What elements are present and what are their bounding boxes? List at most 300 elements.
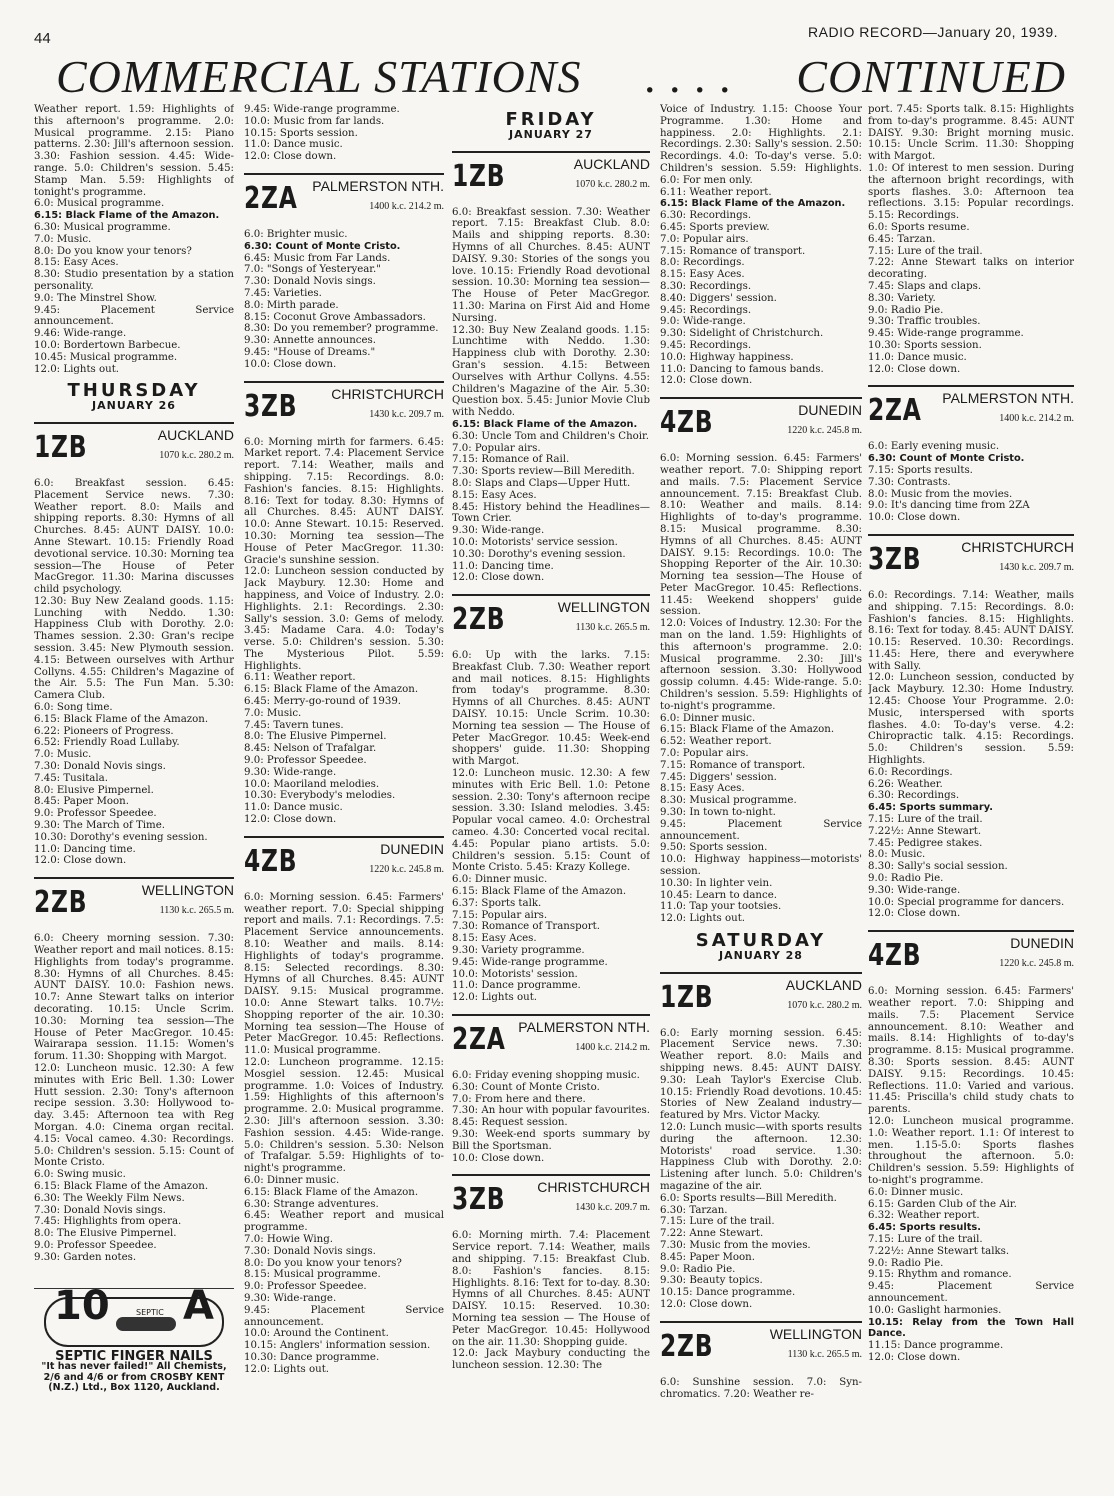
- programme-entry: 9.30: Wide-range.: [244, 766, 337, 778]
- programme-entry: 10.0: Around the Continent.: [244, 1328, 389, 1340]
- ad-logo-left: 10: [54, 1282, 110, 1329]
- programme-entry: 6.15: Black Flame of the Amazon.: [34, 210, 220, 222]
- programme-entry: 12.0: Close down.: [452, 572, 545, 584]
- running-head: RADIO RECORD—January 20, 1939.: [808, 24, 1058, 40]
- programme-entry: 7.15: Popular airs.: [452, 909, 548, 921]
- programme-entry: 9.30: The March of Time.: [34, 820, 165, 832]
- station-callsign: 2ZB: [34, 885, 88, 921]
- programme-entry: 10.0: Motorists' session.: [452, 968, 578, 980]
- programme-entry: 8.0: Do you know your tenors?: [34, 245, 192, 257]
- programme-entry: 7.45: Highlights from opera.: [34, 1216, 182, 1228]
- programme-entry: 6.30: Count of Monte Cristo.: [244, 240, 401, 252]
- programme-entry: 12.0: Close down.: [868, 908, 961, 920]
- programme-entry: 7.30: Sports review—Bill Meredith.: [452, 466, 635, 478]
- programme-entry: 8.0: Slaps and Claps—Upper Hutt.: [452, 477, 631, 489]
- station-callsign: 2ZB: [660, 1328, 714, 1364]
- programme-entry: 6.0: Sports resume.: [868, 221, 970, 233]
- programme-entry: 7.15: Romance of transport.: [660, 245, 806, 257]
- programme-entry: 9.30: Garden notes.: [34, 1251, 137, 1263]
- programme-entry: 6.0: Sunshine session. 7.0: Syn-chromatics. 7.20: Weather re-: [660, 1376, 862, 1400]
- programme-entry: 6.0: Friday evening shopping music.: [452, 1070, 640, 1081]
- programme-entry: 7.15: Lure of the trail.: [660, 1216, 775, 1228]
- programme-entry: 11.0: Tap your tootsies.: [660, 901, 782, 913]
- programme-entry: 11.0: Dancing time.: [34, 843, 136, 855]
- station-frequency: 1070 k.c. 280.2 m.: [575, 178, 650, 190]
- programme-entry: 8.0: Music.: [868, 849, 926, 861]
- programme-entry: 6.0: Breakfast session. 7.30: Weather report. 7.15: Breakfast Club. 8.0: Mails and shipping reports. 8.30: Hymns of all Churches. 8.45: AUNT DAISY. 9.30: Stories of the songs you love. 10.15: Friendly Road devotional session. 10.30: Morning tea session—The House of Peter MacGregor. 11.30: Marina on First Aid and Home Nursing.: [452, 206, 650, 324]
- programme-entry: 10.0: Music from far lands.: [244, 115, 385, 127]
- programme-entry: 6.30: Strange adventures.: [244, 1198, 379, 1210]
- programme-entry: 8.40: Diggers' session.: [660, 292, 777, 304]
- station-frequency: 1400 k.c. 214.2 m.: [369, 200, 444, 212]
- day-heading: [34, 380, 234, 413]
- station-frequency: 1070 k.c. 280.2 m.: [159, 449, 234, 461]
- programme-entry: 11.0: Dancing time.: [452, 560, 554, 572]
- programme-entry: 10.30: Sports session.: [868, 339, 982, 351]
- programme-entry: 6.0: Morning mirth for farmers. 6.45: Market report. 7.4: Placement Service report. 7.14: Weather, mails and shipping. 7.15: Recordings. 8.0: Fashion's fancies. 8.15: Highlights. 8.16: Text for today. 8.30: Hymns of all Churches. 8.45: AUNT DAISY. 10.0: Anne Stewart. 10.15: Reserved. 10.30: Morning tea session—The House of Peter MacGregor. 11.30: Gracie's sunshine session.: [244, 436, 444, 566]
- programme-entry: 6.45: Sports results.: [868, 1222, 981, 1234]
- programme-entry: port. 7.45: Sports talk. 8.15: Highlights from to-day's programme. 8.45: AUNT DAISY. 9.30: Bright morning music. 10.15: Uncle Scrim. 11.30: Shopping with Margot.: [868, 104, 1074, 163]
- programme-entry: 6.15: Black Flame of the Amazon.: [34, 713, 209, 725]
- station-callsign: 2ZB: [452, 602, 506, 638]
- station-header: [452, 594, 650, 642]
- ad-logo-small: SEPTIC: [136, 1307, 164, 1317]
- station-callsign: 3ZB: [452, 1182, 506, 1218]
- programme-entry: 6.0: Morning session. 6.45: Farmers' weather report. 7.0: Special shipping report and mails. 7.1: Recordings. 7.5: Placement Service announcements. 8.10: Weather and mails. 8.14: Highlights of today's programme. 8.15: Selected recordings. 8.30: Hymns of all Churches. 8.45: AUNT DAISY. 9.15: Musical programme. 10.0: Anne Stewart talks. 10.7½: Shopping reporter of the air. 10.30: Morning tea session—The House of Peter MacGregor. 10.45: Reflections. 11.0: Musical programme.: [244, 891, 444, 1057]
- programme-entry: 7.30: Donald Novis sings.: [244, 276, 376, 288]
- programme-entry: 6.45: Music from Far Lands.: [244, 252, 391, 264]
- programme-entry: 10.30: Dorothy's evening session.: [452, 548, 626, 560]
- station-header: [244, 173, 444, 221]
- programme-entry: 7.22½: Anne Stewart talks.: [868, 1245, 1010, 1257]
- programme-entry: 10.45: Learn to dance.: [660, 889, 777, 901]
- programme-entry: 7.0: Music.: [244, 707, 302, 719]
- day-heading: [452, 109, 650, 141]
- programme-entry: 12.0: Close down.: [244, 814, 337, 826]
- programme-entry: 9.30: Wide-range.: [244, 1292, 337, 1304]
- programme-entry: 7.0: Popular airs.: [660, 233, 749, 245]
- programme-entry: 9.46: Wide-range.: [34, 328, 127, 340]
- programme-entry: 6.15: Black Flame of the Amazon.: [660, 198, 846, 210]
- programme-entry: 7.15: Lure of the trail.: [868, 1233, 983, 1245]
- programme-entry: 10.0: Highway happiness—motorists' session.: [660, 854, 862, 878]
- programme-entry: 6.22: Pioneers of Progress.: [34, 725, 174, 737]
- programme-entry: 7.45: Slaps and claps.: [868, 280, 982, 292]
- programme-entry: 12.0: Close down.: [244, 151, 337, 163]
- programme-entry: 8.0: Music from the movies.: [868, 488, 1013, 500]
- programme-entry: 7.30: Donald Novis sings.: [34, 761, 166, 773]
- programme-entry: 10.0: Gaslight harmonies.: [868, 1304, 1002, 1316]
- programme-entry: 6.0: Dinner music.: [660, 712, 756, 724]
- programme-entry: 9.45: Wide-range programme.: [244, 104, 400, 115]
- programme-entry: 9.0: Radio Pie.: [868, 304, 944, 316]
- programme-entry: 9.0: Professor Speedee.: [34, 1239, 157, 1251]
- programme-entry: 6.0: Brighter music.: [244, 228, 348, 240]
- station-city: AUCKLAND: [157, 426, 234, 443]
- programme-entry: 12.0: Close down.: [660, 375, 753, 387]
- programme-entry: 6.30: Count of Monte Cristo.: [452, 1081, 600, 1093]
- programme-entry: 8.0: The Elusive Pimpernel.: [34, 1228, 177, 1240]
- programme-entry: 9.0: Wide-range.: [660, 316, 746, 328]
- programme-entry: 6.30: Count of Monte Cristo.: [868, 453, 1025, 465]
- station-callsign: 1ZB: [34, 429, 88, 465]
- programme-entry: 9.45: Recordings.: [660, 339, 752, 351]
- programme-entry: 7.30: Donald Novis sings.: [34, 1204, 166, 1216]
- programme-entry: Weather report. 1.59: Highlights of this afternoon's programme. 2.0: Musical programme. 2.15: Piano patterns. 2.30: Jill's afternoon session. 3.30: Fashion session. 4.45: Wide-range. 5.0: Children's session. 5.45: Stamp Man. 5.59: Highlights of tonight's programme.: [34, 104, 234, 198]
- programme-entry: 12.0: Lunch music—with sports results during the afternoon. 12.30: Motorists' road service. 1.30: Happiness Club with Dorothy. 2.0: Listening after lunch. 5.0: Children's magazine of the air.: [660, 1121, 862, 1192]
- station-header: [452, 1174, 650, 1222]
- programme-entry: 12.0: Luncheon musical programme. 1.0: Weather report. 1.1: Of interest to men. 1.15-5.0: Sports flashes throughout the afternoon. 5.0: Children's session. 5.59: Highlights of to-night's programme.: [868, 1115, 1074, 1186]
- programme-entry: 10.0: Bordertown Barbecue.: [34, 339, 181, 351]
- station-header: [452, 1014, 650, 1062]
- programme-entry: 9.45: Placement Service announcement.: [244, 1304, 444, 1328]
- programme-entry: 8.15: Musical programme.: [244, 1269, 381, 1281]
- programme-entry: 12.30: Buy New Zealand goods. 1.15: Lunchtime with Neddo. 1.30: Happiness club with Dorothy. 2.30: Gran's session. 4.15: Between Ourselves with Arthur Collyns. 4.55: Children's Magazine of the Air. 5.30: Question box. 5.45: Junior Movie Club with Neddo.: [452, 324, 650, 419]
- station-city: WELLINGTON: [769, 1325, 862, 1342]
- programme-entry: 12.0: Close down.: [34, 855, 127, 867]
- programme-entry: 6.0: Song time.: [34, 702, 113, 714]
- programme-entry: 9.30: In town to-night.: [660, 807, 776, 819]
- programme-entry: 7.0: "Songs of Yesteryear.": [244, 264, 381, 276]
- programme-entry: 10.30: Dorothy's evening session.: [34, 831, 208, 843]
- section-banner: [56, 52, 1066, 100]
- programme-entry: 12.0: Lights out.: [244, 1363, 330, 1375]
- programme-entry: 8.45: History behind the Headlines—Town Crier.: [452, 501, 650, 525]
- programme-entry: 7.30: An hour with popular favourites.: [452, 1105, 650, 1117]
- programme-entry: 7.22: Anne Stewart talks on interior decorating.: [868, 257, 1074, 281]
- programme-entry: 6.0: Early evening music.: [868, 441, 1000, 453]
- programme-entry: 9.30: Traffic troubles.: [868, 316, 981, 328]
- programme-entry: 9.45: Placement Service announcement.: [660, 818, 862, 842]
- programme-entry: 7.15: Romance of transport.: [660, 759, 806, 771]
- programme-entry: 6.0: Early morning session. 6.45: Placement Service news. 7.30: Weather report. 8.0: Mails and shipping news. 8.45: AUNT DAISY. 9.30: Leah Taylor's Exercise Club. 10.15: Friendly Road devotions. 10.45: Stories of New Zealand industry—featured by Mrs. Victor Macky.: [660, 1027, 862, 1122]
- station-frequency: 1430 k.c. 209.7 m.: [369, 408, 444, 420]
- programme-entry: 6.0: Musical programme.: [34, 198, 165, 210]
- column-2: [244, 104, 444, 1486]
- programme-entry: 12.0: Lights out.: [660, 913, 746, 925]
- station-header: [660, 1321, 862, 1369]
- ad-logo: [44, 1282, 224, 1347]
- programme-entry: 8.0: The Elusive Pimpernel.: [244, 731, 387, 743]
- station-callsign: 2ZA: [244, 180, 298, 216]
- programme-entry: 11.0: Dance music.: [244, 139, 343, 151]
- station-frequency: 1430 k.c. 209.7 m.: [575, 1202, 650, 1214]
- day-date: JANUARY 27: [509, 127, 593, 141]
- station-header: [660, 972, 862, 1020]
- programme-entry: 8.15: Easy Aces.: [452, 489, 537, 501]
- programme-entry: 7.0: Music.: [34, 233, 92, 245]
- programme-entry: 9.0: Radio Pie.: [868, 1257, 944, 1269]
- programme-entry: 6.15: Black Flame of the Amazon.: [452, 418, 638, 430]
- programme-entry: 6.0: Dinner music.: [244, 1174, 340, 1186]
- programme-entry: 6.30: Musical programme.: [34, 221, 171, 233]
- programme-entry: 9.0: Professor Speedee.: [34, 808, 157, 820]
- programme-entry: 8.45: Paper Moon.: [660, 1251, 755, 1263]
- programme-entry: 10.30: Everybody's melodies.: [244, 790, 396, 802]
- programme-entry: 6.0: Morning session. 6.45: Farmers' weather report. 7.0: Shipping report and mails. 7.5: Placement Service announcement. 7.15: Breakfast Club. 8.10: Weather and mails. 8.14: Highlights of to-day's programme. 8.15: Musical programme. 8.30: Hymns of all Churches. 8.45: AUNT DAISY. 9.15: Recordings. 10.0: The Shopping Reporter of the Air. 10.30: Morning tea session—The House of Peter MacGregor. 10.45: Reflections. 11.45: Weekend shoppers' guide session.: [660, 453, 862, 618]
- advertisement: [34, 1282, 234, 1394]
- programme-entry: 1.0: Of interest to men session. During the afternoon bright recordings, with sports flashes. 3.0: Afternoon tea reflections. 3.15: Popular recordings. 5.15: Recordings.: [868, 162, 1074, 222]
- programme-entry: 9.30: Week-end sports summary by Bill the Sportsman.: [452, 1128, 650, 1152]
- station-header: [34, 422, 234, 470]
- programme-entry: 11.0: Dance music.: [244, 802, 343, 814]
- programme-entry: 8.30: Recordings.: [660, 280, 752, 292]
- programme-entry: 6.30: Recordings.: [660, 210, 752, 222]
- programme-entry: 10.15: Dance programme.: [660, 1287, 796, 1299]
- station-city: DUNEDIN: [380, 840, 444, 857]
- programme-entry: 10.0: Highway happiness.: [660, 351, 794, 363]
- programme-entry: 10.0: Close down.: [868, 512, 961, 524]
- programme-entry: 9.30: Sidelight of Christchurch.: [660, 328, 824, 340]
- station-city: AUCKLAND: [573, 155, 650, 172]
- programme-entry: 7.30: Romance of Transport.: [452, 921, 600, 933]
- day-heading: [660, 930, 862, 962]
- station-city: PALMERSTON NTH.: [518, 1019, 650, 1035]
- station-header: [868, 534, 1074, 582]
- programme-entry: 8.0: Mirth parade.: [244, 299, 339, 311]
- station-city: WELLINGTON: [141, 882, 234, 899]
- station-city: PALMERSTON NTH.: [942, 390, 1074, 407]
- hand-icon: [116, 1317, 176, 1331]
- programme-entry: 9.0: Professor Speedee.: [244, 755, 367, 767]
- programme-entry: 6.0: Breakfast session. 6.45: Placement Service news. 7.30: Weather report. 8.0: Mails and shipping reports. 8.30: Hymns of all Churches. 8.45: AUNT DAISY. 10.0: Anne Stewart. 10.15: Friendly Road devotional service. 10.30: Morning tea session—The House of Peter MacGregor. 11.30: Marina discusses child psychology.: [34, 477, 234, 596]
- programme-entry: 9.0: Professor Speedee.: [244, 1281, 367, 1293]
- programme-entry: 8.45: Nelson of Trafalgar.: [244, 743, 377, 755]
- programme-entry: 6.45: Weather report and musical programme.: [244, 1210, 444, 1234]
- programme-entry: 6.0: Recordings.: [868, 766, 953, 778]
- programme-entry: 10.45: Musical programme.: [34, 351, 178, 363]
- station-callsign: 4ZB: [660, 405, 714, 441]
- station-header: [868, 930, 1074, 978]
- programme-entry: 7.22½: Anne Stewart.: [868, 825, 982, 837]
- station-city: DUNEDIN: [798, 402, 862, 419]
- station-city: WELLINGTON: [557, 599, 650, 616]
- station-frequency: 1220 k.c. 245.8 m.: [369, 863, 444, 875]
- station-header: [34, 877, 234, 925]
- programme-entry: 6.15: Black Flame of the Amazon.: [34, 1180, 209, 1192]
- programme-entry: 8.15: Easy Aces.: [660, 269, 745, 281]
- programme-entry: 9.45: "House of Dreams.": [244, 346, 376, 358]
- programme-entry: 7.0: Music.: [34, 749, 92, 761]
- programme-entry: 6.45: Tarzan.: [868, 233, 936, 245]
- programme-entry: 8.30: Studio presentation by a station personality.: [34, 269, 234, 292]
- programme-entry: 10.15: Relay from the Town Hall Dance.: [868, 1316, 1074, 1340]
- programme-entry: 9.30: Wide-range.: [452, 525, 545, 537]
- programme-entry: 6.30: Recordings.: [868, 790, 960, 802]
- programme-entry: 10.0: Motorists' service session.: [452, 536, 618, 548]
- programme-entry: 11.0: Dance programme.: [452, 980, 581, 992]
- day-name: FRIDAY: [505, 109, 597, 130]
- programme-entry: 8.0: Do you know your tenors?: [244, 1257, 402, 1269]
- programme-entry: 6.15: Black Flame of the Amazon.: [452, 886, 627, 898]
- station-frequency: 1070 k.c. 280.2 m.: [787, 999, 862, 1011]
- programme-entry: 6.52: Friendly Road Lullaby.: [34, 737, 180, 749]
- programme-entry: 12.0: Voices of Industry. 12.30: For the man on the land. 1.59: Highlights of this afternoon's programme. 2.0: Musical programme. 2.30: Jill's afternoon session. 3.30: Hollywood gossip column. 4.45: Wide-range. 5.0: Children's session. 5.59: Highlights of to-night's programme.: [660, 618, 862, 712]
- programme-entry: 6.30: Uncle Tom and Children's Choir.: [452, 430, 650, 442]
- programme-entry: 8.30: Sally's social session.: [868, 861, 1008, 873]
- column-5: [868, 104, 1074, 1486]
- programme-entry: 7.45: Pedigree stakes.: [868, 837, 983, 849]
- station-callsign: 2ZA: [452, 1022, 506, 1057]
- programme-entry: 6.45: Merry-go-round of 1939.: [244, 696, 402, 708]
- programme-entry: 9.30: Wide-range.: [868, 884, 961, 896]
- station-callsign: 1ZB: [660, 979, 714, 1015]
- programme-entry: 6.15: Black Flame of the Amazon.: [660, 724, 835, 736]
- programme-entry: 10.15: Anglers' information session.: [244, 1340, 431, 1352]
- programme-entry: 6.0: Dinner music.: [452, 874, 548, 886]
- programme-entry: 6.15: Black Flame of the Amazon.: [244, 1186, 419, 1198]
- programme-entry: 7.0: From here and there.: [452, 1093, 586, 1105]
- station-header: [660, 397, 862, 445]
- programme-entry: 11.15: Dance programme.: [868, 1340, 1004, 1352]
- station-city: CHRISTCHURCH: [331, 385, 444, 402]
- station-frequency: 1400 k.c. 214.2 m.: [999, 413, 1074, 425]
- station-header: [868, 385, 1074, 433]
- programme-entry: 12.0: Luncheon music. 12.30: A few minutes with Eric Bell. 1.30: Lower Hutt session. 2.30: Tony's afternoon recipe session. 3.30: Hollywood to-day. 3.45: Afternoon tea with Reg Morgan. 4.0: Cinema organ recital. 4.15: Vocal cameo. 4.30: Recordings. 5.0: Children's session. 5.15: Count of Monte Cristo.: [34, 1062, 234, 1169]
- station-city: CHRISTCHURCH: [961, 538, 1074, 555]
- ad-body: "It has never failed!" All Chemists, 2/6 and 4/6 or from CROSBY KENT (N.Z.) Ltd., Box 1120, Auckland.: [41, 1361, 227, 1394]
- station-callsign: 4ZB: [868, 938, 922, 974]
- programme-entry: 10.0: Close down.: [452, 1152, 545, 1164]
- programme-entry: 9.45: Recordings.: [660, 304, 752, 316]
- ad-title: SEPTIC FINGER NAILS: [55, 1348, 213, 1364]
- station-header: [452, 151, 650, 199]
- programme-entry: 6.11: Weather report.: [660, 186, 772, 198]
- programme-entry: 8.15: Easy Aces.: [452, 933, 537, 945]
- day-name: SATURDAY: [695, 930, 827, 951]
- programme-entry: 9.45: Wide-range programme.: [868, 328, 1024, 340]
- programme-entry: 12.0: Lights out.: [452, 992, 538, 1004]
- programme-entry: 7.30: Donald Novis sings.: [244, 1245, 376, 1257]
- programme-entry: 12.0: Luncheon music. 12.30: A few minutes with Eric Bell. 1.0: Petone session. 2.30: Tony's afternoon recipe session. 3.30: Island melodies. 3.45: Popular vocal cameo. 4.0: Orchestral cameo. 4.30: Concerted vocal recital. 4.45: Popular piano artists. 5.0: Children's session. 5.15: Count of Monte Cristo. 5.45: Krazy Kollege.: [452, 768, 650, 874]
- programme-entry: 7.15: Lure of the trail.: [868, 245, 983, 257]
- programme-entry: 7.45: Varieties.: [244, 287, 322, 299]
- programme-entry: 7.0: Popular airs.: [660, 748, 749, 760]
- programme-entry: 8.45: Paper Moon.: [34, 796, 129, 808]
- programme-entry: 7.15: Lure of the trail.: [868, 814, 983, 826]
- programme-entry: 6.45: Sports summary.: [868, 802, 993, 814]
- column-3: [452, 104, 650, 1486]
- station-frequency: 1220 k.c. 245.8 m.: [787, 425, 862, 437]
- programme-entry: 7.45: Tavern tunes.: [244, 719, 344, 731]
- programme-entry: 6.0: Up with the larks. 7.15: Breakfast Club. 7.30: Weather report and mail notices. 8.15: Highlights from today's programme. 8.30: Hymns of all Churches. 8.45: AUNT DAISY. 10.15: Uncle Scrim. 10.30: Morning tea session — The House of Peter MacGregor. 10.45: Week-end shoppers' guide. 11.30: Shopping with Margot.: [452, 650, 650, 768]
- programme-entry: 6.37: Sports talk.: [452, 897, 542, 909]
- programme-entry: 6.32: Weather report.: [868, 1210, 980, 1222]
- programme-entry: 12.0: Luncheon programme. 12.15: Mosgiel session. 12.45: Musical programme. 1.0: Voices of Industry. 1.59: Highlights of this afternoon's programme. 2.0: Musical programme. 2.30: Jill's afternoon session. 3.30: Fashion session. 4.45: Wide-range. 5.0: Children's session. 5.30: Nelson of Trafalgar. 5.59: Highlights of to-night's programme.: [244, 1057, 444, 1175]
- banner-right: CONTINUED: [796, 50, 1066, 102]
- station-city: AUCKLAND: [785, 976, 862, 993]
- programme-entry: 7.45: Tusitala.: [34, 772, 108, 784]
- station-city: DUNEDIN: [1010, 935, 1074, 952]
- station-callsign: 1ZB: [452, 158, 506, 194]
- programme-entry: 7.0: Popular airs.: [452, 442, 541, 454]
- programme-entry: 8.30: Do you remember? programme.: [244, 323, 439, 335]
- column-1: [34, 104, 234, 1486]
- programme-entry: 7.45: Diggers' session.: [660, 771, 777, 783]
- programme-entry: 12.0: Close down.: [868, 363, 961, 375]
- programme-entry: 12.0: Close down.: [660, 1298, 753, 1310]
- programme-entry: 8.30: Variety.: [868, 292, 936, 304]
- programme-entry: 7.22: Anne Stewart.: [660, 1228, 764, 1240]
- day-date: JANUARY 26: [92, 399, 176, 413]
- programme-entry: 6.52: Weather report.: [660, 736, 772, 748]
- programme-entry: 9.0: Radio Pie.: [868, 873, 944, 885]
- station-callsign: 3ZB: [244, 388, 298, 424]
- programme-entry: 6.0: Cheery morning session. 7.30: Weather report and mail notices. 8.15: Highlights from today's programme. 8.30: Hymns of all Churches. 8.45: AUNT DAISY. 10.0: Fashion news. 10.7: Anne Stewart talks on interior decorating. 10.15: Uncle Scrim. 10.30: Morning tea session—The House of Peter MacGregor. 10.45: Wairarapa session. 11.15: Women's forum. 11.30: Shopping with Margot.: [34, 933, 234, 1063]
- programme-entry: 12.30: Buy New Zealand goods. 1.15: Lunching with Neddo. 1.30: Happiness Club with Dorothy. 2.0: Thames session. 2.30: Gran's recipe session. 3.45: New Plymouth session. 4.15: Between ourselves with Arthur Collyns. 4.55: Children's Magazine of the Air. 5.5: The Fun Man. 5.30: Camera Club.: [34, 595, 234, 702]
- programme-entry: 6.30: Tarzan.: [660, 1204, 728, 1216]
- programme-entry: 7.15: Sports results.: [868, 464, 973, 476]
- programme-entry: 7.15: Romance of Rail.: [452, 454, 570, 466]
- programme-entry: 12.0: Luncheon session conducted by Jack Maybury. 12.30: Home and happiness, and Voice of Industry. 2.0: Highlights. 2.1: Recordings. 2.30: Sally's session. 3.0: Gems of melody. 3.45: Madame Cara. 4.0: Today's verse. 5.0: Children's session. 5.30: The Mysterious Pilot. 5.59: Highlights.: [244, 566, 444, 672]
- programme-entry: 6.26: Weather.: [868, 778, 943, 790]
- programme-entry: 8.0: Recordings.: [660, 257, 745, 269]
- programme-entry: 8.30: Musical programme.: [660, 795, 797, 807]
- programme-entry: 9.30: Annette announces.: [244, 335, 376, 347]
- station-city: CHRISTCHURCH: [537, 1179, 650, 1196]
- programme-entry: Voice of Industry. 1.15: Choose Your Programme. 1.30: Home and happiness. 2.0: Highlights. 2.1: Recordings. 2.30: Sally's session. 2.50: Recordings. 4.0: To-day's verse. 5.0: Children's session. 5.59: Highlights. 6.0: For men only.: [660, 104, 862, 186]
- programme-entry: 7.0: Howie Wing.: [244, 1233, 334, 1245]
- programme-entry: 12.0: Jack Maybury conducting the luncheon session. 12.30: The: [452, 1348, 650, 1372]
- programme-entry: 11.0: Dance music.: [868, 351, 967, 363]
- programme-entry: 10.0: Special programme for dancers.: [868, 896, 1065, 908]
- programme-entry: 9.15: Rhythm and romance.: [868, 1269, 1012, 1281]
- page-number: 44: [34, 30, 51, 47]
- station-frequency: 1130 k.c. 265.5 m.: [575, 622, 650, 634]
- station-header: [244, 381, 444, 429]
- programme-entry: 6.11: Weather report.: [244, 672, 356, 684]
- programme-entry: 12.0: Lights out.: [34, 363, 120, 375]
- programme-entry: 8.15: Coconut Grove Ambassadors.: [244, 311, 426, 323]
- banner-left: COMMERCIAL STATIONS: [56, 50, 582, 102]
- programme-entry: 11.0: Dancing to famous bands.: [660, 363, 824, 375]
- programme-entry: 10.30: In lighter vein.: [660, 877, 773, 889]
- programme-entry: 10.15: Sports session.: [244, 127, 358, 139]
- programme-entry: 6.0: Morning session. 6.45: Farmers' weather report. 7.0: Shipping and mails. 7.5: Placement Service announcement. 8.10: Weather and mails. 8.14: Highlights of to-day's programme. 8.15: Musical programme. 8.30: Sports session. 8.45: AUNT DAISY. 9.15: Recordings. 10.45: Reflections. 11.0: Varied and various. 11.45: Priscilla's child study chats to parents.: [868, 986, 1074, 1116]
- programme-entry: 9.0: Radio Pie.: [660, 1263, 736, 1275]
- station-frequency: 1220 k.c. 245.8 m.: [999, 958, 1074, 970]
- programme-entry: 6.15: Black Flame of the Amazon.: [244, 684, 419, 696]
- programme-entry: 6.0: Sports results—Bill Meredith.: [660, 1192, 837, 1204]
- station-frequency: 1130 k.c. 265.5 m.: [787, 1348, 862, 1360]
- programme-entry: 6.45: Sports preview.: [660, 221, 770, 233]
- station-callsign: 2ZA: [868, 393, 922, 429]
- programme-entry: 9.0: The Minstrel Show.: [34, 292, 157, 304]
- station-callsign: 3ZB: [868, 541, 922, 577]
- station-city: PALMERSTON NTH.: [312, 177, 444, 194]
- programme-entry: 10.0: Maoriland melodies.: [244, 778, 380, 790]
- programme-entry: 12.0: Luncheon session, conducted by Jack Maybury. 12.30: Home Industry. 12.45: Choose Your Programme. 2.0: Music, interspersed with sports flashes. 4.0: To-day's verse. 4.2: Chiropractic talk. 4.15: Recordings. 5.0: Children's session. 5.59: Highlights.: [868, 672, 1074, 767]
- programme-entry: 6.0: Swing music.: [34, 1169, 126, 1181]
- programme-entry: 9.30: Variety programme.: [452, 945, 585, 957]
- programme-entry: 9.45: Placement Service announcement.: [34, 304, 234, 328]
- programme-entry: 8.0: Elusive Pimpernel.: [34, 784, 154, 796]
- programme-entry: 9.0: It's dancing time from 2ZA: [868, 500, 1030, 512]
- programme-entry: 9.45: Placement Service announcement.: [868, 1281, 1074, 1304]
- column-4: [660, 104, 862, 1486]
- programme-entry: 10.0: Close down.: [244, 358, 337, 370]
- programme-entry: 12.0: Close down.: [868, 1351, 961, 1363]
- programme-entry: 7.30: Music from the movies.: [660, 1239, 811, 1251]
- programme-entry: 10.30: Dance programme.: [244, 1351, 380, 1363]
- station-frequency: 1430 k.c. 209.7 m.: [999, 561, 1074, 573]
- ad-logo-right: A: [183, 1282, 214, 1329]
- day-name: THURSDAY: [67, 380, 201, 402]
- programme-entry: 9.45: Wide-range programme.: [452, 956, 608, 968]
- programme-entry: 8.45: Request session.: [452, 1117, 568, 1129]
- programme-entry: 6.0: Morning mirth. 7.4: Placement Service report. 7.14: Weather, mails and shipping. 7.15: Breakfast Club. 8.0: Fashion's fancies. 8.15: Highlights. 8.16: Text for to-day. 8.30: Hymns of all Churches. 8.45: AUNT DAISY. 10.15: Reserved. 10.30: Morning tea session — The House of Peter MacGregor. 10.45: Hollywood on the air. 11.30: Shopping guide.: [452, 1230, 650, 1348]
- programme-entry: 9.50: Sports session.: [660, 842, 768, 854]
